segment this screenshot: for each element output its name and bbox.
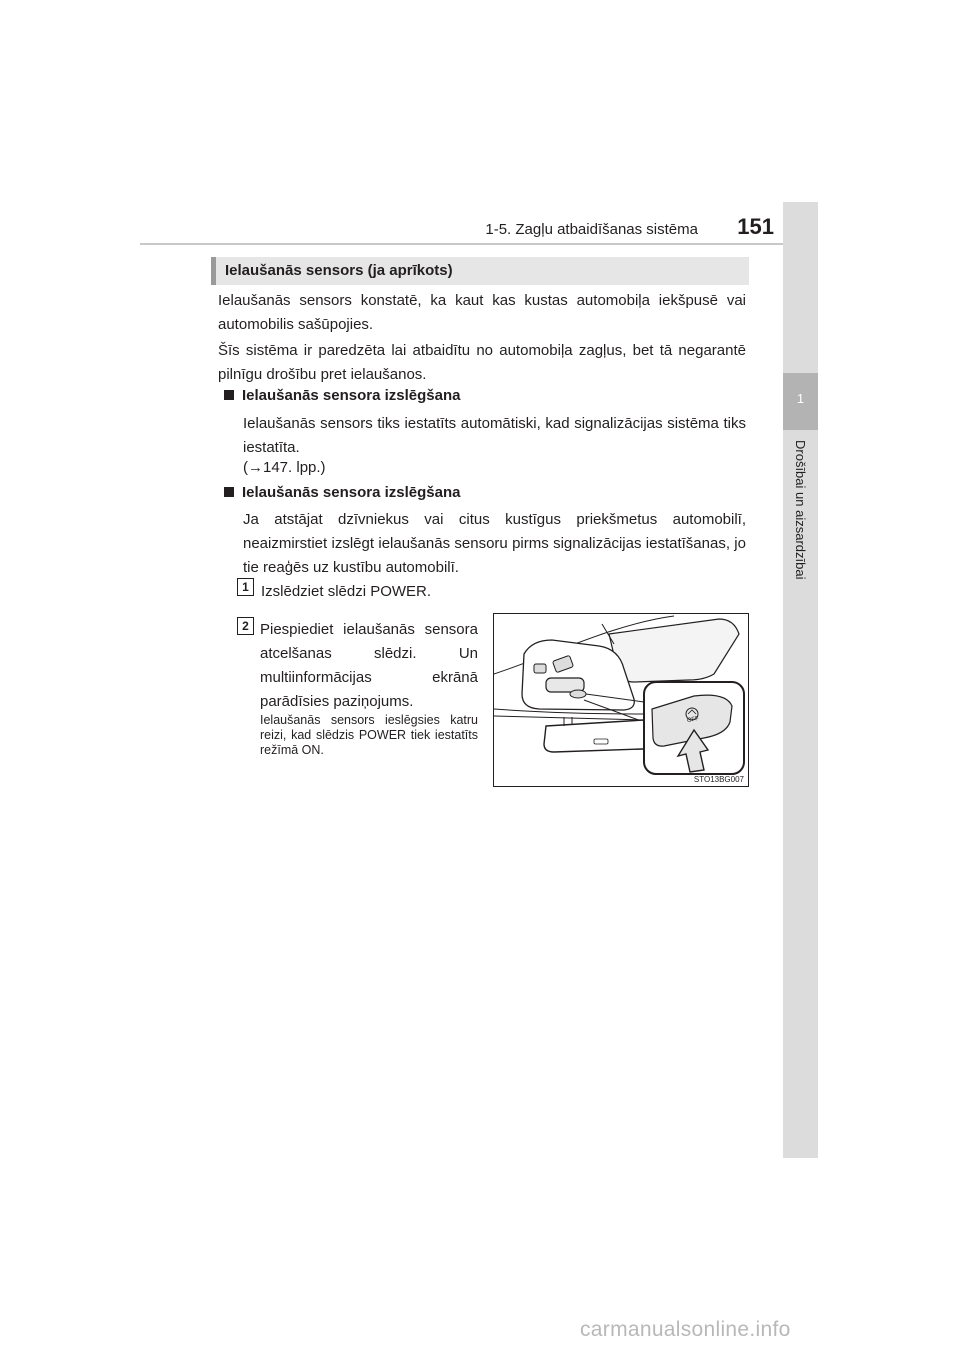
overhead-console-drawing: [494, 614, 748, 786]
chapter-tab-label-wrap: [777, 440, 823, 640]
section-heading: [211, 257, 749, 285]
bullet-square-icon: [224, 487, 234, 497]
page-number: 151: [737, 214, 774, 239]
page-reference: (→147. lpp.): [243, 459, 326, 476]
intro-paragraph-2: Šīs sistēma ir paredzēta lai atbaidītu no automobiļa zagļus, bet tā negarantē pilnīgu drošību pret ielaušanos.: [218, 342, 746, 383]
step-1-number: 1: [237, 578, 254, 596]
step-2-text: Piespiediet ielaušanās sensora atcelšanas slēdzi. Un multiinformācijas ekrānā parādīsies paziņojums.: [260, 621, 478, 710]
chapter-title: 1-5. Zagļu atbaidīšanas sistēma: [485, 221, 698, 238]
section-heading-marker: [211, 257, 216, 285]
chapter-tab-number: 1: [796, 391, 805, 406]
subsection-1-body: Ielaušanās sensors tiks iestatīts automātiski, kad signalizācijas sistēma tiks iestatīta.: [243, 415, 746, 456]
section-title: Ielaušanās sensors (ja aprīkots): [225, 262, 453, 279]
header-rule: [140, 243, 818, 245]
overhead-console-illustration: [493, 613, 749, 787]
chapter-side-tab: [783, 202, 818, 1158]
figure-code: STO13BG007: [693, 775, 744, 784]
step-2-note: Ielaušanās sensors ieslēgsies katru reizi, kad slēdzis POWER tiek iestatīts režīmā ON.: [260, 713, 478, 757]
off-button-label: OFF: [686, 715, 700, 725]
chapter-tab-label: Drošībai un aizsardzībai: [793, 440, 808, 580]
subsection-2-body: Ja atstājat dzīvniekus vai citus kustīgus priekšmetus automobilī, neaizmirstiet izslēgt ielaušanās sensoru pirms signalizācijas iestatīšanas, jo tie reaģēs uz kustību automobilī.: [243, 511, 746, 576]
bullet-square-icon: [224, 390, 234, 400]
step-2-number: 2: [237, 617, 254, 635]
step-1-text: Izslēdziet slēdzi POWER.: [261, 583, 432, 600]
watermark: carmanualsonline.info: [580, 1318, 791, 1341]
subsection-1-title: Ielaušanās sensora izslēgšana: [242, 387, 461, 404]
intro-paragraph-1: Ielaušanās sensors konstatē, ka kaut kas kustas automobiļa iekšpusē vai automobilis sašūpojies.: [218, 292, 746, 333]
subsection-2-title: Ielaušanās sensora izslēgšana: [242, 484, 461, 501]
subsection-2-heading: [224, 484, 460, 501]
subsection-1-heading: [224, 387, 460, 404]
